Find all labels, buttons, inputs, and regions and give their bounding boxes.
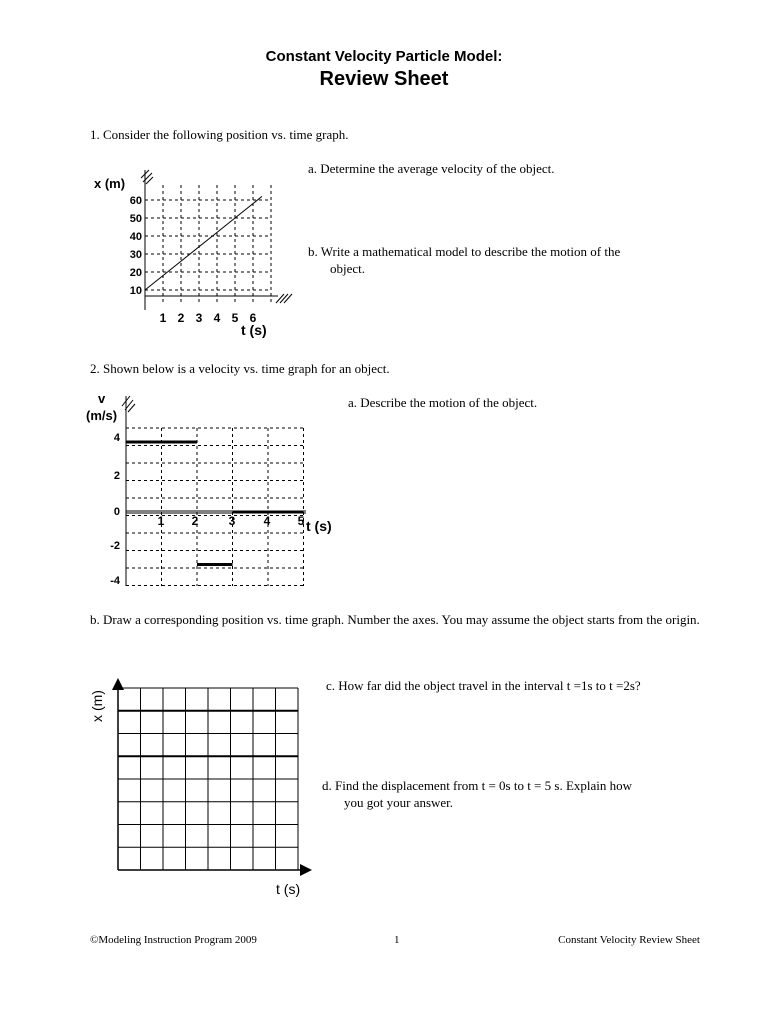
- q2-part-d-line1: d. Find the displacement from t = 0s to t = 5 s. Explain how: [322, 778, 633, 793]
- graph2-y-tick: -4: [110, 575, 120, 587]
- graph1-x-tick: 5: [231, 311, 239, 325]
- blank-position-time-graph[interactable]: [80, 670, 320, 900]
- graph1-x-axis-label: t (s): [241, 322, 267, 338]
- graph1-y-tick: 30: [129, 249, 142, 261]
- graph2-y-axis-label-units: (m/s): [86, 408, 118, 423]
- graph2-x-axis-label: t (s): [306, 518, 332, 534]
- position-time-graph: [86, 160, 306, 345]
- graph3-x-axis-label: t (s): [276, 881, 301, 897]
- graph1-x-tick: 1: [159, 311, 167, 325]
- graph1-y-tick: 20: [129, 267, 142, 279]
- footer-copyright: ©Modeling Instruction Program 2009: [90, 934, 257, 946]
- q2-prompt: 2. Shown below is a velocity vs. time graph for an object.: [90, 361, 390, 376]
- graph1-x-tick: 4: [213, 311, 221, 325]
- graph1-hatch-right: [276, 294, 292, 303]
- worksheet-title: Review Sheet: [319, 68, 449, 90]
- velocity-time-graph: [80, 388, 350, 593]
- graph1-y-tick: 10: [129, 285, 142, 297]
- graph2-hatch-top: [122, 396, 135, 412]
- q1-part-b-line2: object.: [330, 261, 366, 276]
- graph2-y-tick: 4: [113, 432, 120, 444]
- footer-sheet-name: Constant Velocity Review Sheet: [558, 934, 700, 946]
- q2-part-b: b. Draw a corresponding position vs. time graph. Number the axes. You may assume the object starts from the origin.: [90, 612, 700, 627]
- graph2-y-tick: -2: [110, 540, 120, 552]
- graph1-hatch-top: [141, 170, 153, 184]
- graph2-y-tick: 0: [113, 506, 120, 518]
- graph2-x-tick: 2: [191, 514, 199, 528]
- graph3-y-axis-label: x (m): [89, 690, 105, 722]
- graph1-x-tick: 3: [195, 311, 203, 325]
- graph3-x-arrow-icon: [300, 864, 312, 876]
- graph2-x-tick: 4: [263, 514, 271, 528]
- q1-part-b-line1: b. Write a mathematical model to describe the motion of the: [308, 244, 621, 259]
- graph2-y-tick: 2: [113, 470, 120, 482]
- graph1-x-tick: 2: [177, 311, 185, 325]
- graph1-y-tick: 50: [129, 213, 142, 225]
- graph1-y-tick: 40: [129, 231, 142, 243]
- worksheet-subtitle: Constant Velocity Particle Model:: [265, 48, 503, 65]
- q2-part-a: a. Describe the motion of the object.: [348, 395, 538, 410]
- graph2-x-tick: 3: [228, 514, 236, 528]
- footer-page-number: 1: [394, 934, 400, 946]
- graph1-x-tick: 6: [249, 311, 257, 325]
- q2-part-d: [322, 777, 632, 811]
- graph3-y-arrow-icon: [112, 678, 124, 690]
- q1-prompt: 1. Consider the following position vs. time graph.: [90, 127, 349, 142]
- graph2-y-axis-label-v: v: [98, 391, 106, 406]
- q1-part-b: [308, 243, 620, 277]
- q2-part-d-line2: you got your answer.: [344, 795, 454, 810]
- graph2-x-tick: 1: [157, 514, 165, 528]
- q2-part-c: c. How far did the object travel in the interval t =1s to t =2s?: [326, 678, 641, 693]
- graph1-y-tick: 60: [129, 195, 142, 207]
- q1-part-a: a. Determine the average velocity of the object.: [308, 161, 555, 176]
- graph1-y-axis-label: x (m): [94, 176, 126, 191]
- graph2-x-tick: 5: [297, 514, 305, 528]
